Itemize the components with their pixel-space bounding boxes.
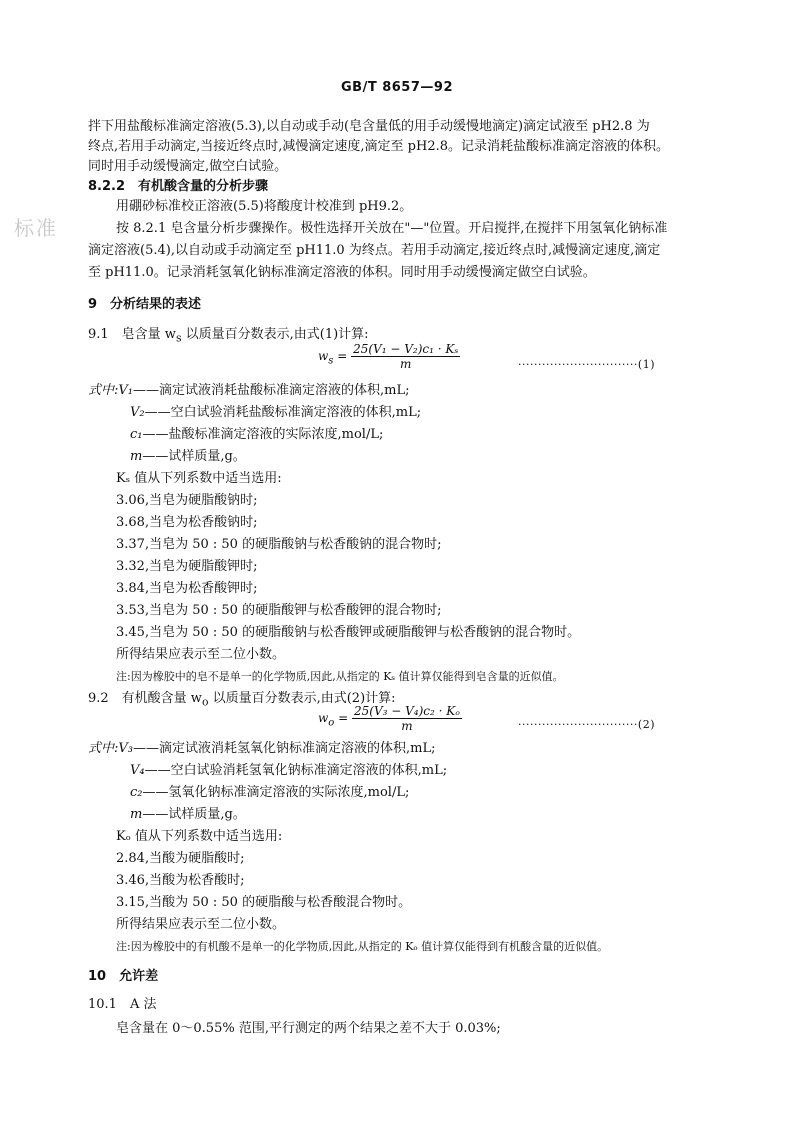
ks-value-6: 3.53,当皂为 50 : 50 的硬脂酸钾与松香酸钾的混合物时; <box>116 603 442 618</box>
s822-line-2: 按 8.2.1 皂含量分析步骤操作。极性选择开关放在"—"位置。开启搅拌,在搅拌下用氢氧化钠标准 <box>116 221 668 236</box>
section-8-2-2-heading: 8.2.2 有机酸含量的分析步骤 <box>88 179 269 194</box>
ks-value-7: 3.45,当皂为 50 : 50 的硬脂酸钠与松香酸钾或硬脂酸钾与松香酸钠的混合物时。 <box>116 625 581 640</box>
ko-intro: Kₒ 值从下列系数中适当选用: <box>116 829 283 844</box>
legend-1-v1: 式中:V₁——滴定试液消耗盐酸标准滴定溶液的体积,mL; <box>88 383 410 398</box>
formula-1-fraction: $\frac{\text{25(V₁ − V₂)c₁ · Kₛ}}{m}$ <box>353 342 459 371</box>
ko-value-3: 3.15,当酸为 50 : 50 的硬脂酸与松香酸混合物时。 <box>116 895 412 910</box>
s822-line-1: 用硼砂标准校正溶液(5.5)将酸度计校准到 pH9.2。 <box>116 199 413 214</box>
section-9-heading: 9 分析结果的表述 <box>88 297 202 312</box>
formula-2-fraction: $\frac{\text{25(V₃ − V₄)c₂ · Kₒ}}{m}$ <box>354 704 460 733</box>
ks-value-4: 3.32,当皂为硬脂酸钾时; <box>116 559 258 574</box>
intro-line-2: 终点,若用手动滴定,当接近终点时,减慢滴定速度,滴定至 pH2.8。记录消耗盐酸标准滴定溶液的体积。 <box>88 139 669 154</box>
formula-2: $w_o$ = $\frac{\text{25(V₃ − V₄)c₂ · Kₒ}}{m}$ <box>318 704 460 733</box>
intro-line-3: 同时用手动缓慢滴定,做空白试验。 <box>88 159 288 174</box>
section-9-1-lead: 9.1 皂含量 $w_s$ 以质量百分数表示,由式(1)计算: <box>88 327 369 345</box>
legend-2-v4: V₄——空白试验消耗氢氧化钠标准滴定溶液的体积,mL; <box>130 763 448 778</box>
s92-note: 注:因为橡胶中的有机酸不是单一的化学物质,因此,从指定的 Kₒ 值计算仅能得到有机酸含量的近似值。 <box>116 940 609 953</box>
watermark-stamp: 标准 <box>14 216 58 240</box>
section-10-heading: 10 允许差 <box>88 969 159 984</box>
ko-value-2: 3.46,当酸为松香酸时; <box>116 873 245 888</box>
s822-line-4: 至 pH11.0。记录消耗氢氧化钠标准滴定溶液的体积。同时用手动缓慢滴定做空白试验。 <box>88 265 596 280</box>
legend-1-v2: V₂——空白试验消耗盐酸标准滴定溶液的体积,mL; <box>130 405 422 420</box>
section-10-1-heading: 10.1 A 法 <box>88 997 157 1012</box>
ks-value-3: 3.37,当皂为 50 : 50 的硬脂酸钠与松香酸钠的混合物时; <box>116 537 442 552</box>
formula-1: $w_s$ = $\frac{\text{25(V₁ − V₂)c₁ · Kₛ}}{m}$ <box>318 342 459 371</box>
ks-intro: Kₛ 值从下列系数中适当选用: <box>116 471 282 486</box>
s822-line-3: 滴定溶液(5.4),以自动或手动滴定至 pH11.0 为终点。若用手动滴定,接近终点时,减慢滴定速度,滴定 <box>88 243 661 258</box>
s101-line: 皂含量在 0～0.55% 范围,平行测定的两个结果之差不大于 0.03%; <box>116 1021 501 1036</box>
legend-1-c1: c₁——盐酸标准滴定溶液的实际浓度,mol/L; <box>130 427 384 442</box>
formula-2-number: ······························(2) <box>518 718 655 731</box>
legend-2-c2: c₂——氢氧化钠标准滴定溶液的实际浓度,mol/L; <box>130 785 410 800</box>
legend-1-m: m——试样质量,g。 <box>130 449 246 464</box>
ks-value-2: 3.68,当皂为松香酸钠时; <box>116 515 258 530</box>
s91-precision: 所得结果应表示至二位小数。 <box>116 647 286 662</box>
s92-precision: 所得结果应表示至二位小数。 <box>116 917 286 932</box>
ks-value-5: 3.84,当皂为松香酸钾时; <box>116 581 258 596</box>
ks-value-1: 3.06,当皂为硬脂酸钠时; <box>116 493 258 508</box>
s91-note: 注:因为橡胶中的皂不是单一的化学物质,因此,从指定的 Kₛ 值计算仅能得到皂含量的近似值。 <box>116 670 564 683</box>
section-9-2-lead: 9.2 有机酸含量 $w_o$ 以质量百分数表示,由式(2)计算: <box>88 691 396 709</box>
legend-2-v3: 式中:V₃——滴定试液消耗氢氧化钠标准滴定溶液的体积,mL; <box>88 741 436 756</box>
formula-1-number: ······························(1) <box>518 358 655 371</box>
intro-line-1: 拌下用盐酸标准滴定溶液(5.3),以自动或手动(皂含量低的用手动缓慢地滴定)滴定试液至 pH2.8 为 <box>88 119 650 134</box>
legend-2-m: m——试样质量,g。 <box>130 807 246 822</box>
ko-value-1: 2.84,当酸为硬脂酸时; <box>116 851 245 866</box>
standard-code: GB/T 8657—92 <box>341 80 453 95</box>
